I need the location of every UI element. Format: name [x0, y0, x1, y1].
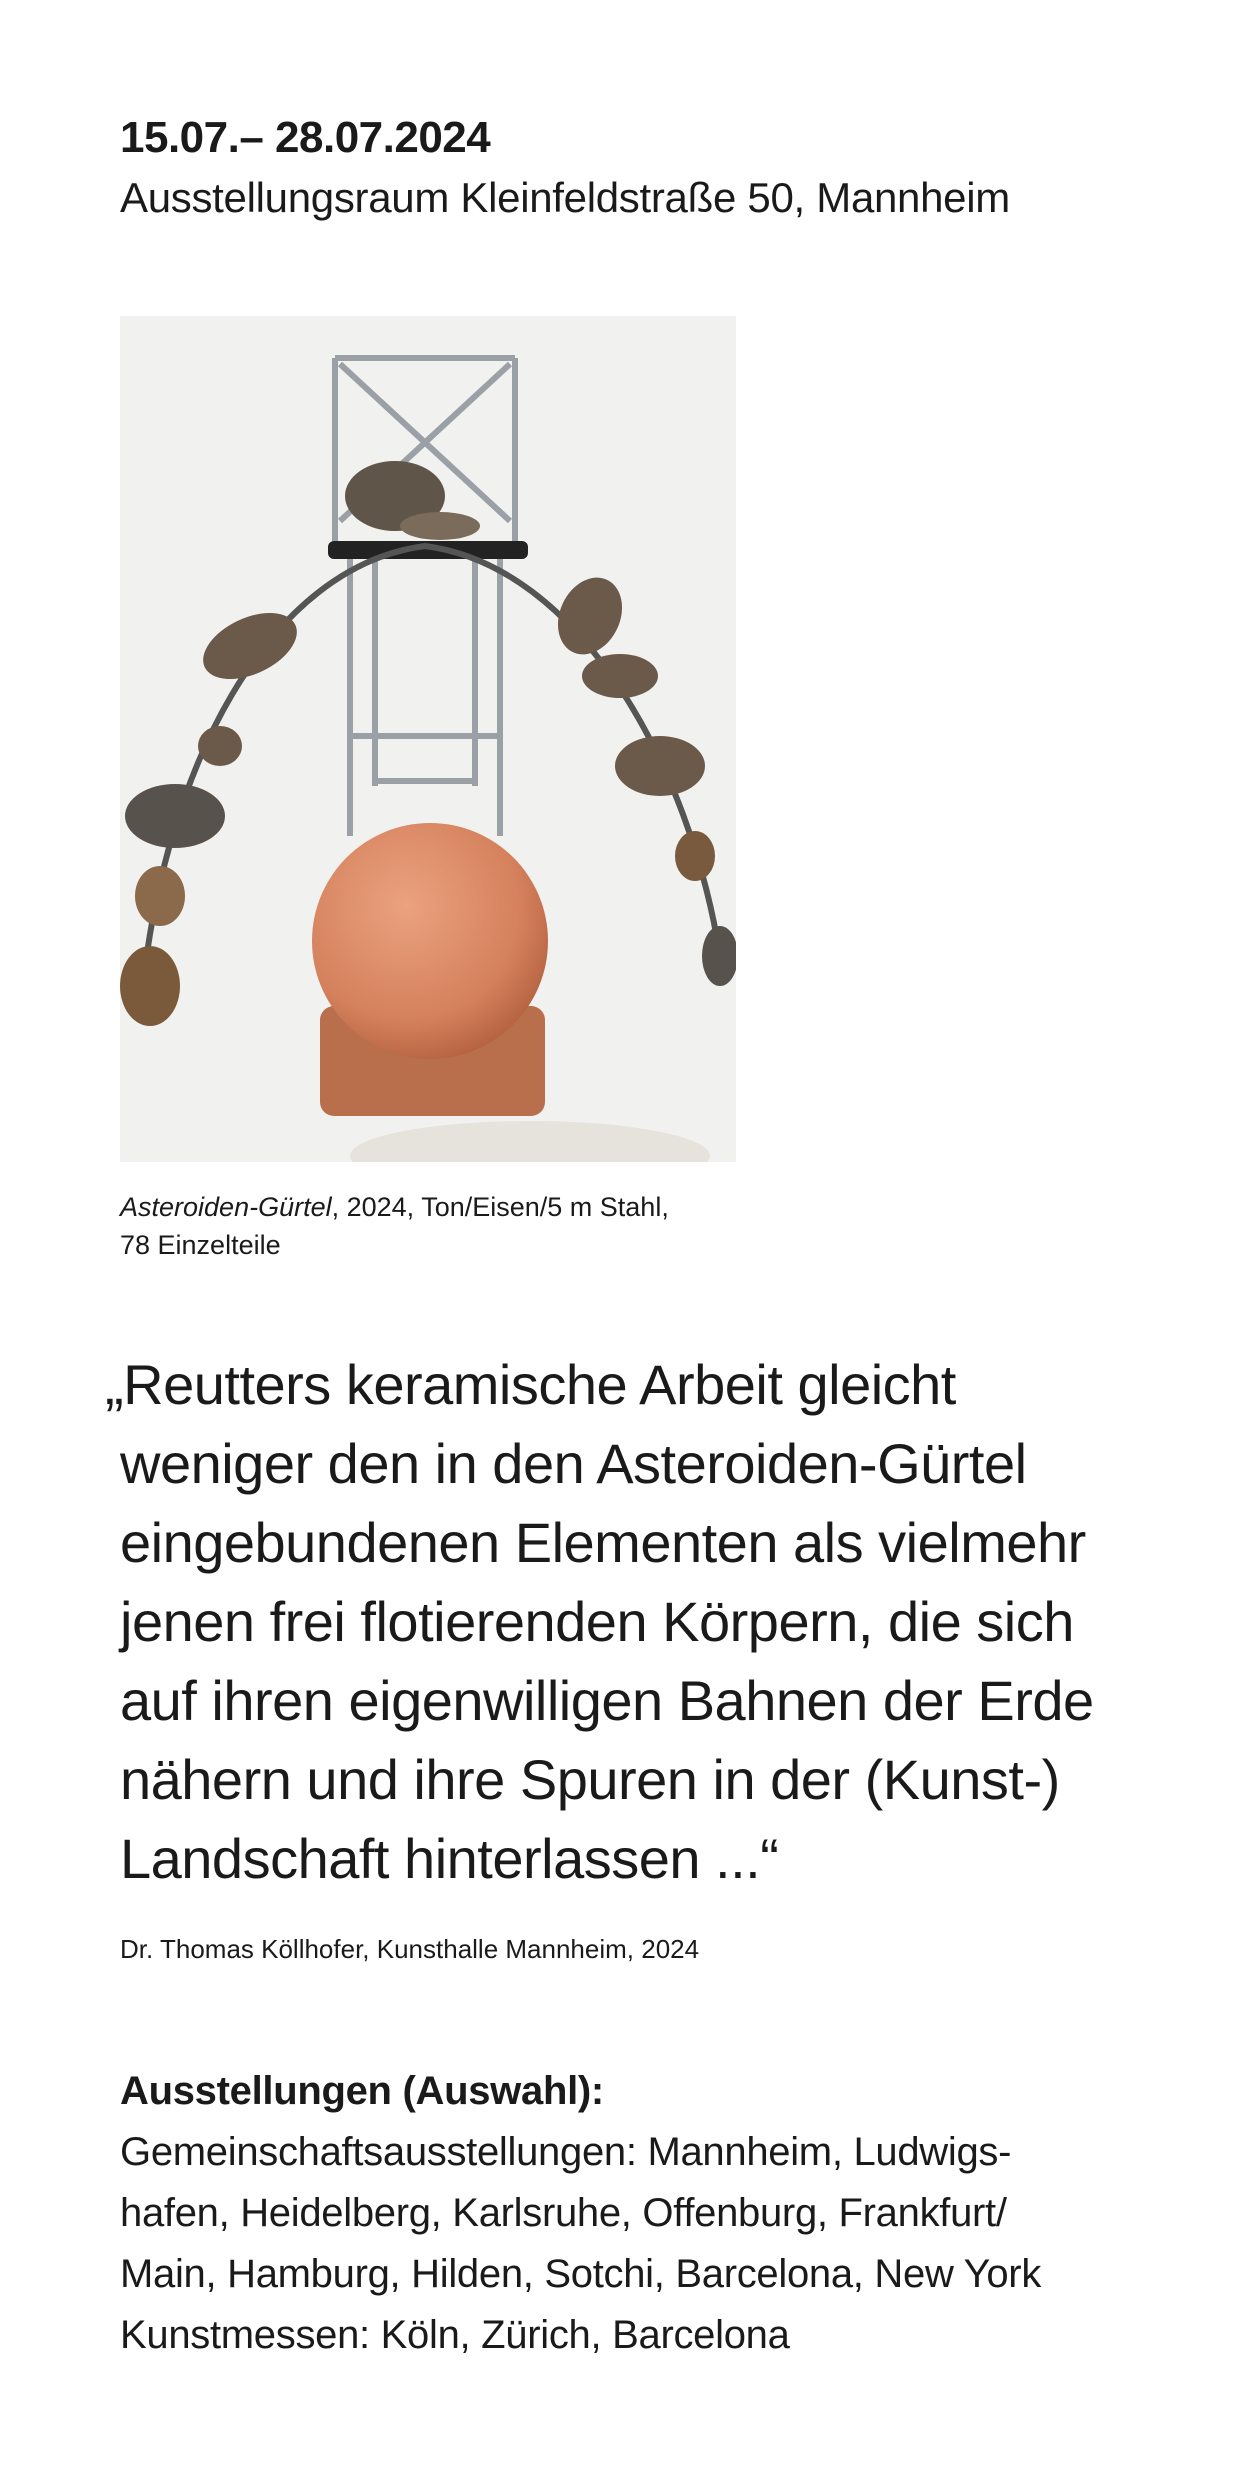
- exhibitions-line: Gemeinschaftsausstellungen: Mannheim, Ludwigs-: [120, 2130, 1012, 2174]
- artwork-title: Asteroiden-Gürtel: [120, 1192, 332, 1222]
- quote-line: weniger den in den Asteroiden-Gürtel: [120, 1432, 1027, 1495]
- exhibitions-line: hafen, Heidelberg, Karlsruhe, Offenburg, Frankfurt/: [120, 2191, 1007, 2235]
- artwork-caption: [120, 1188, 820, 1264]
- quote-line: „Reutters keramische Arbeit gleicht: [105, 1353, 956, 1416]
- artwork-details-line2: 78 Einzelteile: [120, 1230, 281, 1260]
- quote-block: [105, 1345, 1185, 1898]
- exhibitions-list: [120, 2122, 1180, 2366]
- exhibition-dates: 15.07.– 28.07.2024: [120, 113, 491, 162]
- quote-line: eingebundenen Elementen als vielmehr: [120, 1511, 1086, 1574]
- exhibitions-line: Main, Hamburg, Hilden, Sotchi, Barcelona, New York: [120, 2252, 1042, 2296]
- quote-line: auf ihren eigenwilligen Bahnen der Erde: [120, 1669, 1094, 1732]
- quote-line: nähern und ihre Spuren in der (Kunst-): [120, 1748, 1060, 1811]
- exhibition-venue: Ausstellungsraum Kleinfeldstraße 50, Mannheim: [120, 174, 1010, 221]
- artwork-details: , 2024, Ton/Eisen/5 m Stahl,: [331, 1192, 669, 1222]
- quote-line: Landschaft hinterlassen ...“: [120, 1827, 779, 1890]
- exhibitions-line: Kunstmessen: Köln, Zürich, Barcelona: [120, 2313, 790, 2357]
- quote-line: jenen frei flotierenden Körpern, die sich: [120, 1590, 1074, 1653]
- quote-attribution: Dr. Thomas Köllhofer, Kunsthalle Mannheim, 2024: [120, 1934, 700, 1964]
- artwork-photo: [120, 316, 736, 1162]
- exhibitions-heading: Ausstellungen (Auswahl):: [120, 2069, 604, 2113]
